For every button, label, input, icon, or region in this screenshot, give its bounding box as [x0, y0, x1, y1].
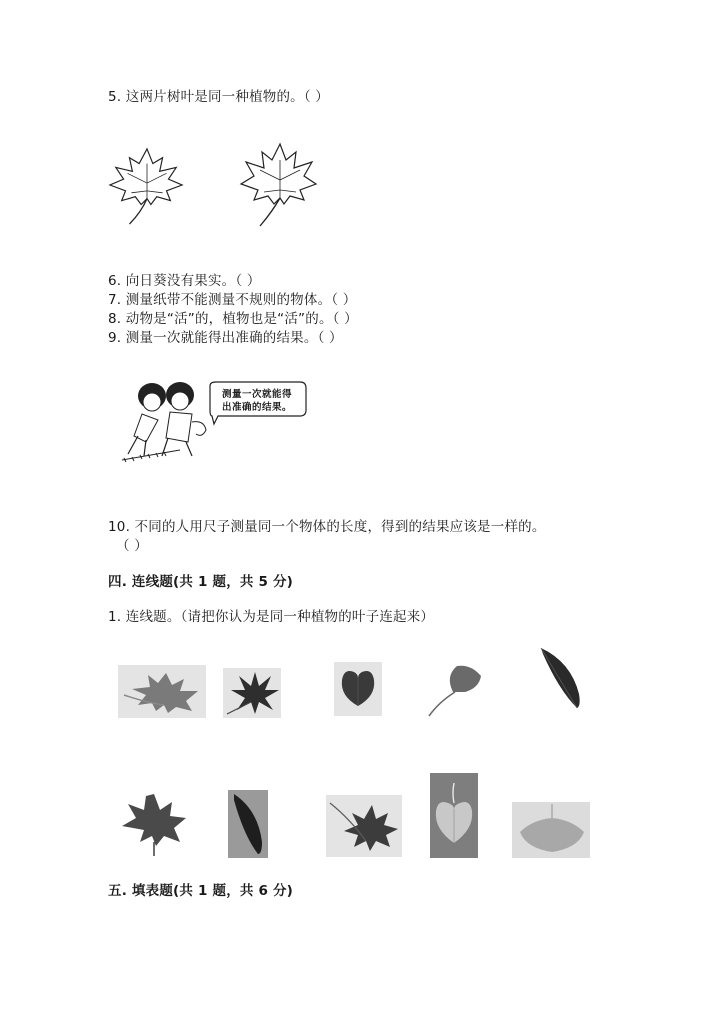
section-4-question-1: 1. 连线题。（请把你认为是同一种植物的叶子连起来）: [108, 609, 435, 625]
leaf-photo-ginkgo: [425, 662, 485, 719]
question-8: 8. 动物是“活”的，植物也是“活”的。（ ）: [108, 311, 358, 327]
question-10-line-1: 10. 不同的人用尺子测量同一个物体的长度，得到的结果应该是一样的。: [108, 519, 546, 535]
children-measuring-illustration: [118, 380, 308, 464]
question-5: 5. 这两片树叶是同一种植物的。（ ）: [108, 89, 330, 105]
leaf-photo-ginkgo-grey: [512, 802, 590, 858]
maple-leaf-drawing-left: [108, 143, 186, 228]
leaf-photo-maple-grey: [326, 795, 402, 857]
leaf-photo-maple-small: [223, 668, 281, 718]
question-9: 9. 测量一次就能得出准确的结果。（ ）: [108, 330, 343, 346]
speech-bubble-line-2: 出准确的结果。: [222, 402, 293, 413]
leaf-photo-maple-dark: [116, 790, 189, 858]
leaf-photo-maple-large: [118, 665, 206, 718]
leaf-photo-heart-on-ground: [430, 773, 478, 858]
question-6: 6. 向日葵没有果实。（ ）: [108, 273, 261, 289]
question-10-line-2: （ ）: [116, 538, 148, 554]
speech-bubble-line-1: 测量一次就能得: [222, 389, 293, 400]
question-7: 7. 测量纸带不能测量不规则的物体。（ ）: [108, 292, 357, 308]
maple-leaf-drawing-right: [238, 140, 318, 228]
leaf-photo-heart-shaped: [334, 662, 382, 716]
section-4-heading: 四. 连线题(共 1 题，共 5 分): [108, 574, 294, 590]
leaf-photo-long-narrow: [537, 644, 585, 712]
leaf-photo-narrow-dark: [228, 790, 268, 858]
section-5-heading: 五. 填表题(共 1 题，共 6 分): [108, 883, 294, 899]
